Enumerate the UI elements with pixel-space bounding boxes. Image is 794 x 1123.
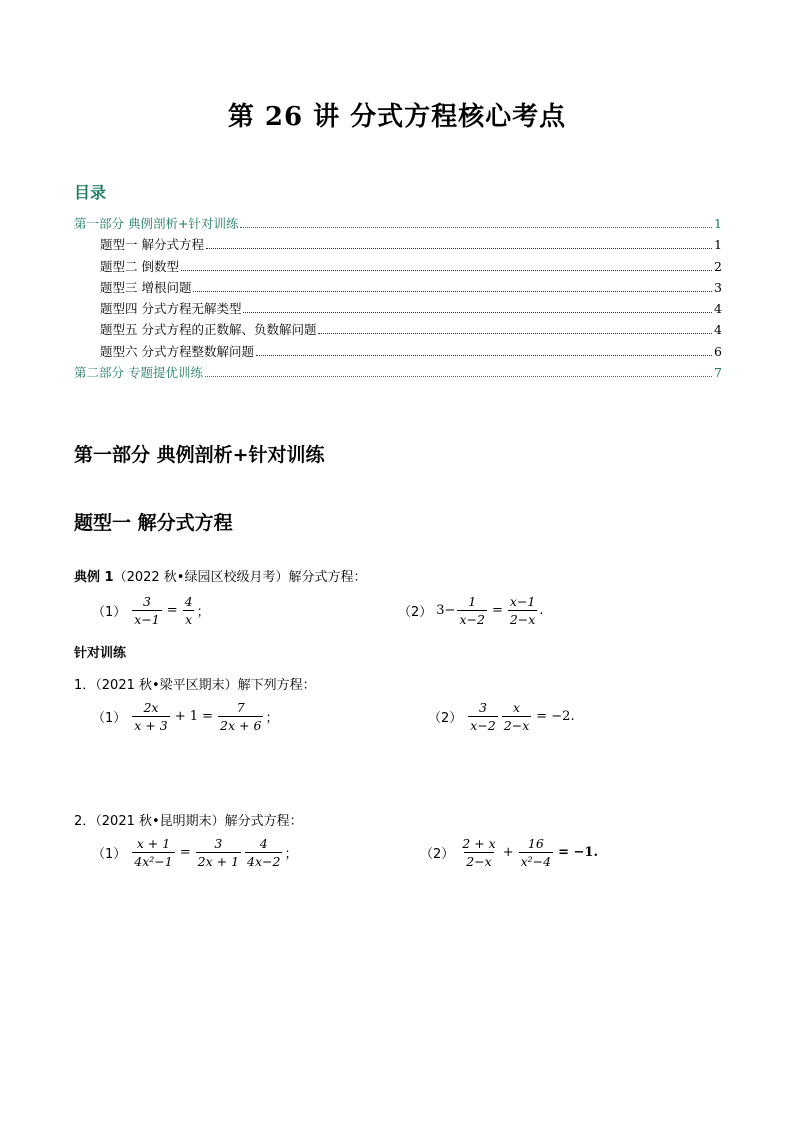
denominator: x−2: [470, 718, 496, 733]
fraction: [519, 836, 554, 869]
fraction: [132, 836, 174, 869]
toc-entry-label: 题型四 分式方程无解类型: [100, 301, 242, 317]
numerator: x: [512, 700, 521, 715]
toc-entry-label: 第二部分 专题提优训练: [74, 365, 203, 381]
lead-term: 3−: [436, 603, 456, 618]
toc-entry-page: 3: [714, 279, 722, 295]
denominator: 4x²−1: [134, 854, 173, 869]
numerator: 4: [259, 836, 268, 851]
denominator: x + 3: [134, 718, 168, 733]
part-label: （2）: [428, 711, 463, 726]
plus-sign: +: [502, 845, 514, 860]
toc-entry-part2[interactable]: [74, 363, 722, 384]
toc-entry-page: 7: [714, 365, 722, 381]
denominator: 2−x: [466, 854, 492, 869]
toc-leader-dots: [206, 247, 712, 249]
toc-leader-dots: [193, 290, 712, 292]
toc-entry-type6[interactable]: [74, 342, 722, 363]
practice-heading: 针对训练: [74, 646, 127, 661]
right-hand-side: = −2.: [536, 709, 575, 724]
example1-prompt: [74, 566, 366, 585]
toc-leader-dots: [256, 354, 712, 356]
toc-entry-label: 题型五 分式方程的正数解、负数解问题: [100, 322, 317, 338]
fraction: [132, 594, 161, 627]
numerator: 16: [527, 836, 544, 851]
punctuation: ；: [196, 605, 210, 620]
toc-leader-dots: [240, 226, 712, 228]
part-label: （2）: [420, 847, 455, 862]
numerator: 4: [184, 594, 193, 609]
part-label: （2）: [398, 605, 433, 620]
numerator: 7: [236, 700, 245, 715]
toc-entry-type5[interactable]: [74, 320, 722, 341]
part-label: （1）: [92, 847, 127, 862]
toc-entry-type3[interactable]: [74, 278, 722, 299]
toc-leader-dots: [205, 375, 712, 377]
table-of-contents: [74, 214, 722, 384]
toc-entry-label: 第一部分 典例剖析+针对训练: [74, 216, 239, 231]
toc-entry-page: 2: [714, 258, 722, 274]
toc-entry-page: 1: [714, 237, 722, 253]
numerator: x + 1: [136, 836, 171, 851]
question-2-equation-2: [420, 836, 601, 869]
toc-leader-dots: [318, 332, 712, 334]
part-label: （1）: [92, 605, 127, 620]
denominator: 2−x: [509, 612, 536, 627]
toc-entry-page: 6: [714, 343, 722, 359]
toc-entry-label: 题型二 倒数型: [100, 258, 179, 274]
section-heading-type1: 题型一 解分式方程: [74, 512, 233, 534]
toc-heading: 目录: [74, 183, 107, 202]
toc-entry-type4[interactable]: [74, 299, 722, 320]
page-title: 第 26 讲 分式方程核心考点: [227, 102, 567, 132]
question-1-equation-1: [92, 700, 278, 733]
punctuation: ；: [284, 847, 298, 862]
numerator: 3: [479, 700, 487, 715]
toc-leader-dots: [181, 269, 712, 271]
toc-leader-dots: [243, 311, 712, 313]
fraction: [196, 836, 241, 869]
example-label: 典例 1: [74, 570, 114, 585]
denominator: 2−x: [503, 718, 530, 733]
fraction: [132, 700, 169, 733]
denominator: 4x−2: [247, 854, 281, 869]
equals-sign: =: [179, 845, 191, 860]
denominator: x²−4: [520, 854, 552, 869]
numerator: x−1: [509, 594, 536, 609]
question-2-prompt: 2．（2021 秋•昆明期末）解分式方程：: [74, 814, 303, 829]
middle-terms: + 1 =: [174, 709, 214, 724]
toc-entry-page: 1: [714, 216, 722, 231]
fraction: [183, 594, 195, 627]
question-2-equation-1: [92, 836, 297, 869]
fraction: [468, 700, 497, 733]
punctuation: ；: [265, 711, 279, 726]
section-heading-part1: 第一部分 典例剖析+针对训练: [74, 444, 325, 466]
toc-entry-page: 4: [714, 322, 722, 338]
denominator: x−2: [459, 612, 485, 627]
toc-entry-type1[interactable]: [74, 235, 722, 256]
toc-entry-label: 题型一 解分式方程: [100, 237, 204, 253]
numerator: 3: [214, 836, 223, 851]
fraction: [457, 594, 486, 627]
punctuation: .: [539, 603, 544, 618]
right-hand-side: = −1.: [558, 845, 599, 860]
denominator: 2x + 1: [197, 854, 240, 869]
question-1-prompt: 1．（2021 秋•梁平区期末）解下列方程：: [74, 678, 316, 693]
denominator: x−1: [134, 612, 160, 627]
numerator: 2 + x: [462, 836, 496, 851]
example1-equation-2: [398, 594, 543, 627]
equals-sign: =: [491, 603, 503, 618]
part-label: （1）: [92, 711, 127, 726]
toc-entry-part1[interactable]: [74, 214, 722, 235]
fraction: [245, 836, 282, 869]
fraction: [218, 700, 263, 733]
numerator: 1: [468, 594, 477, 609]
fraction: [508, 594, 537, 627]
numerator: 2x: [143, 700, 159, 715]
toc-entry-label: 题型三 增根问题: [100, 279, 192, 295]
fraction: [502, 700, 531, 733]
toc-entry-type2[interactable]: [74, 257, 722, 278]
equals-sign: =: [166, 603, 178, 618]
example1-equation-1: [92, 594, 210, 627]
denominator: 2x + 6: [220, 718, 262, 733]
numerator: 3: [143, 594, 151, 609]
example-source: （2022 秋•绿园区校级月考）解分式方程：: [113, 570, 367, 585]
denominator: x: [185, 612, 193, 627]
question-1-equation-2: [428, 700, 578, 733]
fraction: [460, 836, 497, 869]
toc-entry-page: 4: [714, 301, 722, 317]
toc-entry-label: 题型六 分式方程整数解问题: [100, 343, 254, 359]
